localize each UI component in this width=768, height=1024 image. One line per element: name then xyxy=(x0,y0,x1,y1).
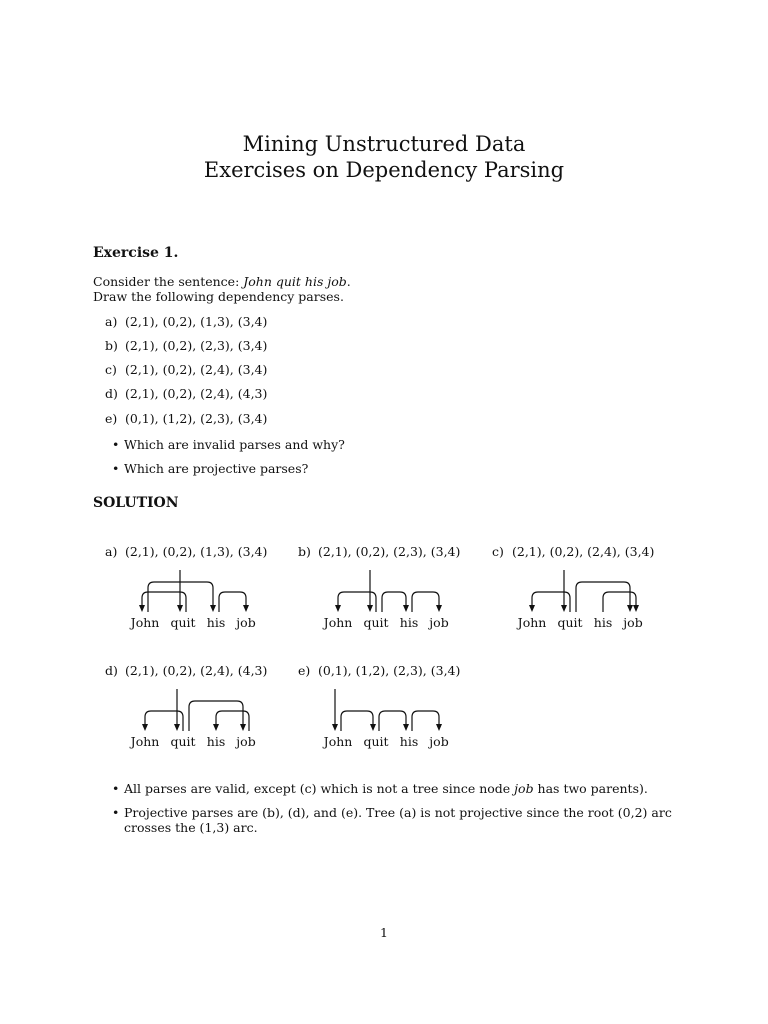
arrowhead xyxy=(436,605,442,612)
parse-item-label: e) xyxy=(105,411,118,426)
word-quit: quit xyxy=(363,734,389,749)
tree-arc-diagram xyxy=(492,544,682,659)
tree-arcs-text: (0,1), (1,2), (2,3), (3,4) xyxy=(318,663,461,678)
tree-arc-diagram xyxy=(105,544,295,659)
bullet1-part-b: has two parents). xyxy=(533,781,648,796)
solution-bullet-text xyxy=(124,781,692,796)
word-quit: quit xyxy=(170,734,196,749)
word-job: job xyxy=(429,734,449,749)
word-his: his xyxy=(399,615,419,630)
intro-sentence: John quit his job xyxy=(243,274,347,289)
bullet-dot: • xyxy=(112,437,120,452)
solution-bullet-text: Projective parses are (b), (d), and (e). Tree (a) is not projective since the root (0,2) arc crosses the (1,3) arc. xyxy=(124,805,672,835)
parse-item-text: (2,1), (0,2), (2,3), (3,4) xyxy=(125,338,268,353)
parse-item xyxy=(105,362,267,377)
word-his: his xyxy=(206,734,226,749)
solution-bullet xyxy=(112,781,692,796)
tree-arcs-text: (2,1), (0,2), (2,3), (3,4) xyxy=(318,544,461,559)
word-his: his xyxy=(399,734,419,749)
bullet-dot: • xyxy=(112,805,120,820)
tree-arc-diagram xyxy=(298,663,488,778)
word-his: his xyxy=(593,615,613,630)
dependency-arc xyxy=(219,592,246,612)
parse-item xyxy=(105,411,267,426)
arrowhead xyxy=(335,605,341,612)
question-item xyxy=(112,461,308,476)
parse-item-label: d) xyxy=(105,386,118,401)
bullet-dot: • xyxy=(112,781,120,796)
dependency-tree xyxy=(105,663,295,778)
dependency-arc xyxy=(412,592,439,612)
word-job: job xyxy=(236,734,256,749)
parse-item-label: b) xyxy=(105,338,118,353)
page-number: 1 xyxy=(380,925,388,940)
dependency-arc xyxy=(382,592,406,612)
dependency-arc xyxy=(379,711,406,731)
word-john: John xyxy=(130,615,160,630)
word-john: John xyxy=(323,734,353,749)
dependency-arc xyxy=(341,711,373,731)
tree-label: e) xyxy=(298,663,311,678)
dependency-arc xyxy=(412,711,439,731)
bullet1-emphasis: job xyxy=(514,781,534,796)
tree-arcs-text: (2,1), (0,2), (2,4), (3,4) xyxy=(512,544,655,559)
bullet-dot: • xyxy=(112,461,120,476)
arrowhead xyxy=(561,605,567,612)
parse-item-text: (0,1), (1,2), (2,3), (3,4) xyxy=(125,411,268,426)
dependency-tree xyxy=(298,544,488,659)
intro-prefix: Consider the sentence: xyxy=(93,274,244,289)
dependency-tree xyxy=(492,544,682,659)
arrowhead xyxy=(177,605,183,612)
dependency-tree xyxy=(105,544,295,659)
tree-arc-diagram xyxy=(298,544,488,659)
arrowhead xyxy=(243,605,249,612)
arrowhead xyxy=(367,605,373,612)
arrowhead xyxy=(529,605,535,612)
arrowhead xyxy=(210,605,216,612)
parse-item-text: (2,1), (0,2), (2,4), (4,3) xyxy=(125,386,268,401)
dependency-tree xyxy=(298,663,488,778)
parse-item-label: c) xyxy=(105,362,117,377)
arrowhead xyxy=(627,605,633,612)
question-text: Which are projective parses? xyxy=(124,461,309,476)
word-john: John xyxy=(130,734,160,749)
tree-label: b) xyxy=(298,544,311,559)
tree-label: c) xyxy=(492,544,504,559)
arrowhead xyxy=(370,724,376,731)
word-his: his xyxy=(206,615,226,630)
parse-item xyxy=(105,338,267,353)
arrowhead xyxy=(139,605,145,612)
arrowhead xyxy=(403,605,409,612)
arrowhead xyxy=(403,724,409,731)
word-quit: quit xyxy=(363,615,389,630)
word-john: John xyxy=(517,615,547,630)
bullet1-part-a: All parses are valid, except (c) which is not a tree since node xyxy=(124,781,515,796)
exercise-instruction: Draw the following dependency parses. xyxy=(93,289,344,304)
word-job: job xyxy=(429,615,449,630)
tree-arc-diagram xyxy=(105,663,295,778)
solution-bullet xyxy=(112,805,692,835)
solution-heading: SOLUTION xyxy=(93,495,179,511)
arrowhead xyxy=(174,724,180,731)
tree-label: a) xyxy=(105,544,118,559)
parse-item-text: (2,1), (0,2), (2,4), (3,4) xyxy=(125,362,268,377)
arrowhead xyxy=(240,724,246,731)
word-quit: quit xyxy=(557,615,583,630)
word-job: job xyxy=(623,615,643,630)
arrowhead xyxy=(213,724,219,731)
word-job: job xyxy=(236,615,256,630)
tree-label: d) xyxy=(105,663,118,678)
exercise-intro xyxy=(93,274,351,289)
parse-item xyxy=(105,386,267,401)
document-subtitle: Exercises on Dependency Parsing xyxy=(203,158,565,182)
tree-arcs-text: (2,1), (0,2), (1,3), (3,4) xyxy=(125,544,268,559)
word-quit: quit xyxy=(170,615,196,630)
tree-arcs-text: (2,1), (0,2), (2,4), (4,3) xyxy=(125,663,268,678)
arrowhead xyxy=(436,724,442,731)
question-item xyxy=(112,437,345,452)
exercise-heading: Exercise 1. xyxy=(93,245,179,261)
word-john: John xyxy=(323,615,353,630)
parse-item-text: (2,1), (0,2), (1,3), (3,4) xyxy=(125,314,268,329)
arrowhead xyxy=(332,724,338,731)
intro-suffix: . xyxy=(346,274,351,289)
question-text: Which are invalid parses and why? xyxy=(124,437,345,452)
arrowhead xyxy=(142,724,148,731)
parse-item-label: a) xyxy=(105,314,118,329)
document-title: Mining Unstructured Data xyxy=(242,132,526,156)
parse-item xyxy=(105,314,267,329)
arrowhead xyxy=(633,605,639,612)
